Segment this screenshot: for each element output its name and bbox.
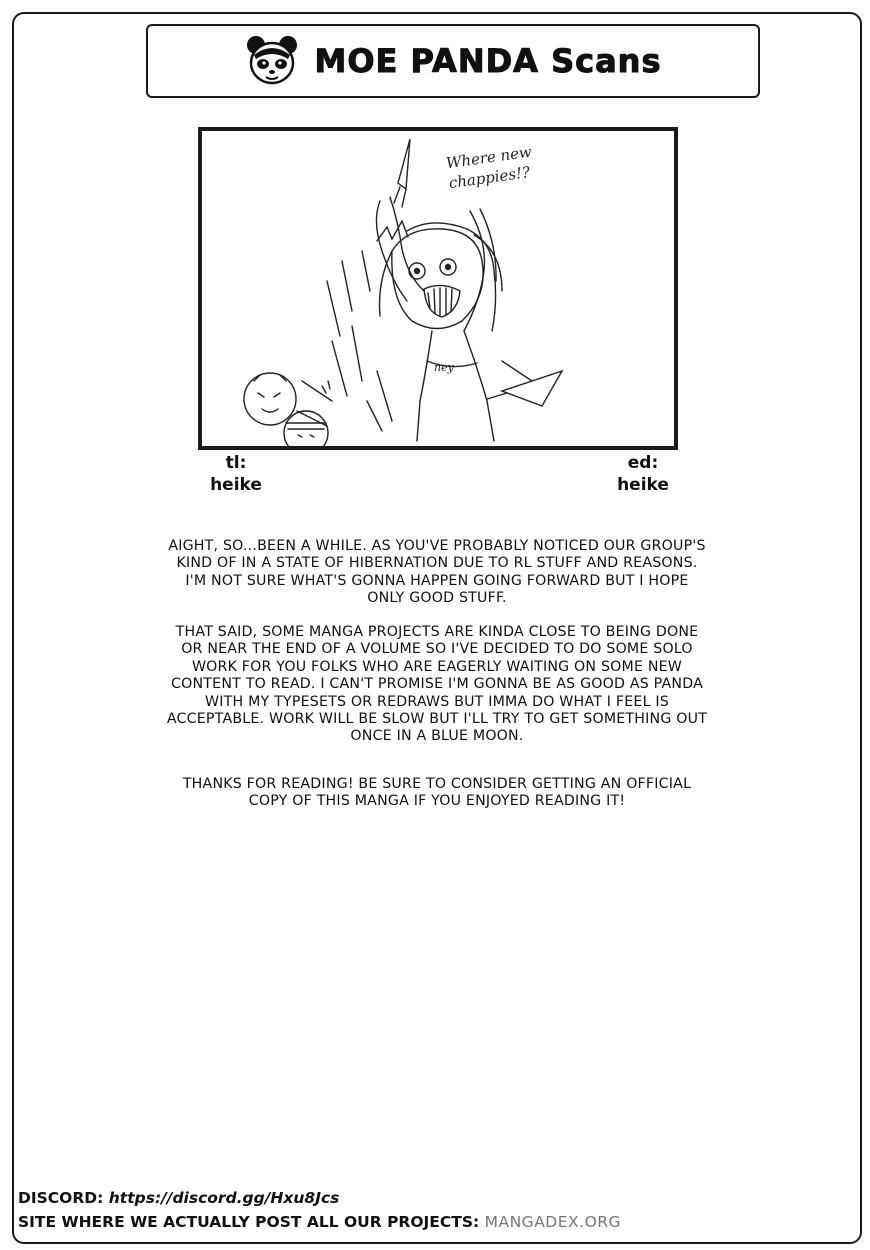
discord-line (18, 1187, 339, 1209)
note-paragraph-3: THANKS FOR READING! BE SURE TO CONSIDER GETTING AN OFFICIAL COPY OF THIS MANGA IF YOU ENJOYED READING IT! (182, 776, 692, 810)
knife-lower (502, 371, 562, 406)
mangadex-link[interactable]: MANGADEX.ORG (484, 1213, 622, 1231)
shirt-text: ney (434, 361, 454, 374)
header-title: MOE PANDA Scans (314, 42, 662, 80)
note-paragraph-2: THAT SAID, SOME MANGA PROJECTS ARE KINDA CLOSE TO BEING DONE OR NEAR THE END OF A VOLUME SO I'VE DECIDED TO DO SOME SOLO WORK FOR YOU FOLKS WHO ARE EAGERLY WAITING ON SOME NEW CONTENT TO READ. I CAN'T PROMISE I'M GONNA BE AS GOOD AS PANDA WITH MY TYPESETS OR REDRAWS BUT IMMA DO WHAT I FEEL IS ACCEPTABLE. WORK WILL BE SLOW BUT I'LL TRY TO GET SOMETHING OUT ONCE IN A BLUE MOON. (166, 624, 708, 745)
site-label: SITE WHERE WE ACTUALLY POST ALL OUR PROJECTS: (18, 1213, 480, 1231)
discord-label: DISCORD: (18, 1189, 104, 1207)
ed-label: ed: (627, 453, 659, 473)
discord-link[interactable]: https://discord.gg/Hxu8Jcs (108, 1189, 340, 1207)
scanlation-header (146, 24, 760, 98)
tl-name: heike (210, 475, 262, 495)
tl-label: tl: (225, 453, 247, 473)
illustration-panel (198, 127, 678, 450)
knife-upper (398, 139, 410, 189)
girl-head (392, 229, 483, 329)
girl-with-knives-sketch (202, 131, 674, 446)
chibi-head-left (244, 373, 296, 425)
ed-name: heike (617, 475, 669, 495)
site-line (18, 1211, 621, 1233)
editor-credit (598, 452, 688, 496)
sketch-caption: Where new chappies!? (444, 142, 533, 193)
note-paragraph-1: AIGHT, SO...BEEN A WHILE. AS YOU'VE PROBABLY NOTICED OUR GROUP'S KIND OF IN A STATE OF HIBERNATION DUE TO RL STUFF AND REASONS. I'M NOT SURE WHAT'S GONNA HAPPEN GOING FORWARD BUT I HOPE ONLY GOOD STUFF. (168, 538, 706, 607)
panda-head-icon (244, 33, 300, 89)
translator-credit (196, 452, 276, 496)
